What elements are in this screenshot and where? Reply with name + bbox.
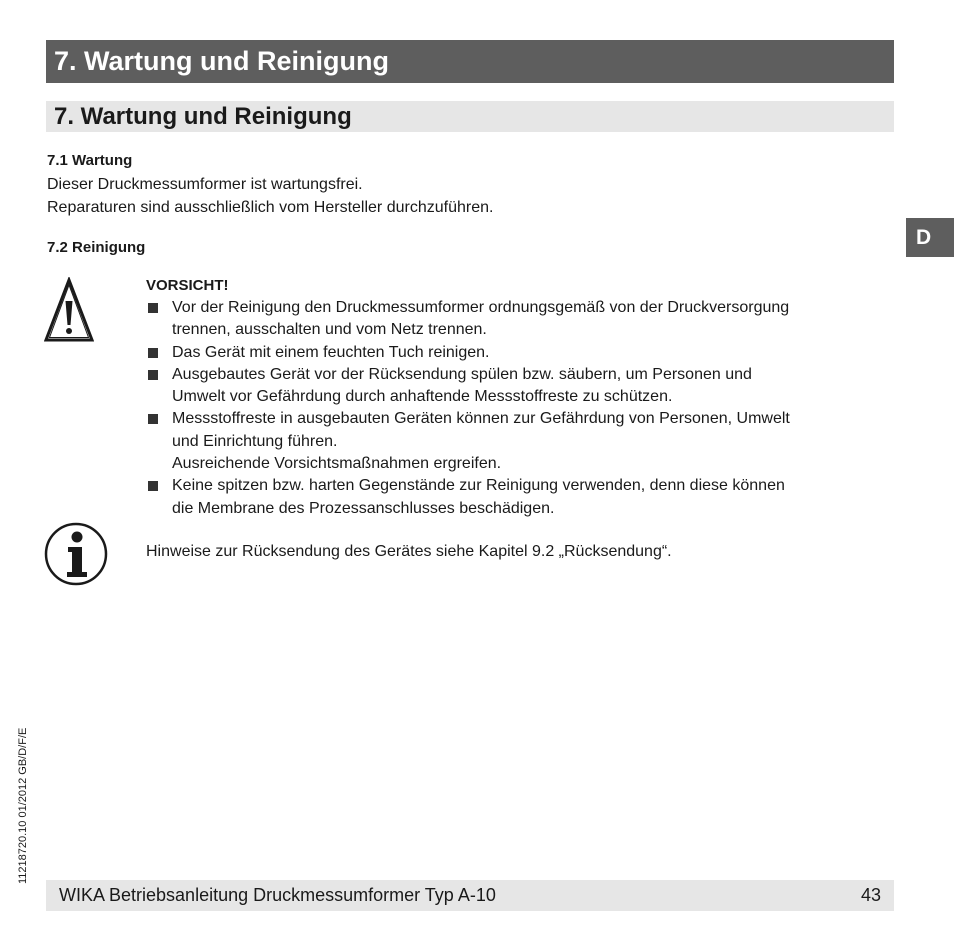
list-item [146, 297, 894, 342]
list-item-line: Vor der Reinigung den Druckmessumformer ordnungsgemäß von der Druckversorgung [172, 299, 790, 316]
bullet-square-icon [148, 414, 158, 424]
language-tab: D [906, 218, 954, 257]
chapter-header: 7. Wartung und Reinigung [46, 40, 894, 83]
list-item-line: trennen, ausschalten und vom Netz trennen. [172, 321, 487, 339]
list-item-line: Das Gerät mit einem feuchten Tuch reinigen. [172, 343, 490, 361]
bullet-square-icon [148, 348, 158, 358]
list-item [146, 408, 894, 475]
wartung-text [47, 173, 493, 219]
list-item-line: Umwelt vor Gefährdung durch anhaftende Messstoffreste zu schützen. [172, 388, 673, 406]
list-item [146, 364, 894, 409]
bullet-square-icon [148, 303, 158, 313]
footer-title: WIKA Betriebsanleitung Druckmessumformer Typ A-10 [59, 885, 496, 905]
page-number: 43 [860, 885, 881, 905]
heading-wartung: 7.1 Wartung [47, 152, 133, 169]
caution-list [146, 297, 894, 520]
wartung-line: Dieser Druckmessumformer ist wartungsfrei. [47, 176, 363, 193]
footer [46, 880, 894, 911]
list-item-line: Messstoffreste in ausgebauten Geräten können zur Gefährdung von Personen, Umwelt [172, 410, 790, 428]
info-text: Hinweise zur Rücksendung des Gerätes siehe Kapitel 9.2 „Rücksendung“. [146, 543, 672, 560]
heading-reinigung: 7.2 Reinigung [47, 239, 146, 256]
document-code: 11218720.10 01/2012 GB/D/F/E [17, 727, 29, 884]
list-item [146, 475, 894, 520]
info-circle-icon [44, 520, 108, 588]
warning-triangle-icon [44, 277, 94, 343]
list-item-line: die Membrane des Prozessanschlusses beschädigen. [172, 499, 555, 517]
list-item-line: Ausreichende Vorsichtsmaßnahmen ergreifen. [172, 455, 502, 473]
bullet-square-icon [148, 370, 158, 380]
list-item-line: und Einrichtung führen. [172, 432, 338, 450]
wartung-line: Reparaturen sind ausschließlich vom Hersteller durchzuführen. [47, 199, 494, 216]
list-item [146, 342, 894, 364]
section-title: 7. Wartung und Reinigung [46, 101, 894, 132]
bullet-square-icon [148, 481, 158, 491]
caution-title: VORSICHT! [146, 277, 229, 294]
list-item-line: Keine spitzen bzw. harten Gegenstände zur Reinigung verwenden, denn diese können [172, 477, 785, 495]
list-item-line: Ausgebautes Gerät vor der Rücksendung spülen bzw. säubern, um Personen und [172, 365, 752, 383]
